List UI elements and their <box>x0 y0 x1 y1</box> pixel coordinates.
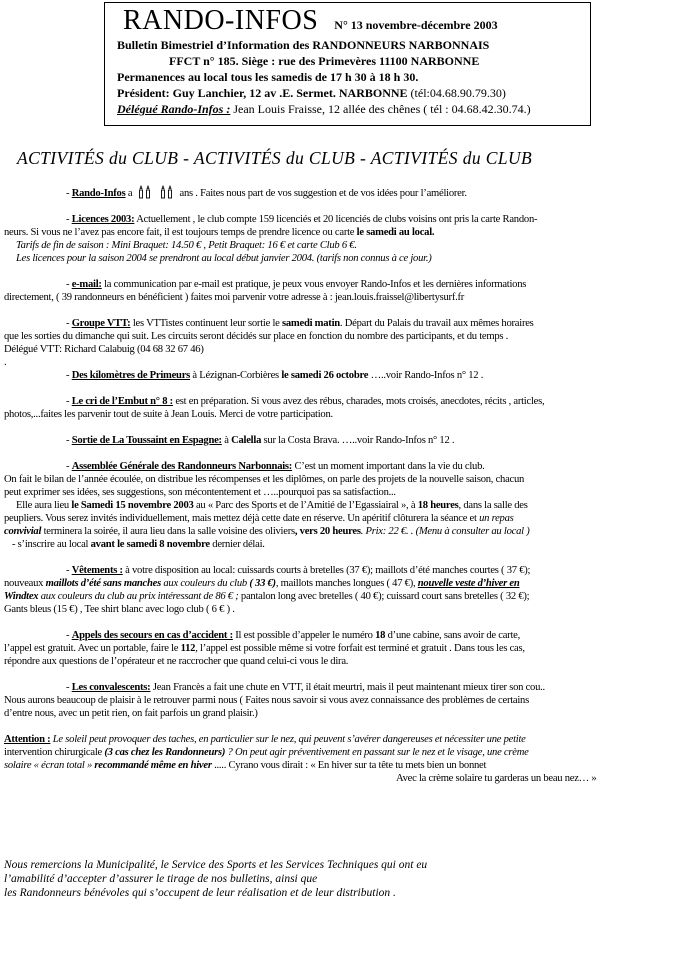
section-title: Assemblée Générale des Randonneurs Narbonnais: <box>71 461 293 472</box>
section-title: Attention : <box>4 734 51 745</box>
section-email: - e-mail: la communication par e-mail est pratique, je peux vous envoyer Rando-Infos et les dernières informations directement, ( 39 randonneurs en bénéficient ) faites moi parvenir votre adresse à : jean.louis.fraissel@libertysurf.fr <box>4 279 527 303</box>
section-title: Licences 2003: <box>71 214 135 225</box>
president-line: Président: Guy Lanchier, 12 av .E. Sermet. NARBONNE (tél:04.68.90.79.30) <box>117 86 506 100</box>
birthday-candles-icon <box>160 185 174 199</box>
section-embut: - Le cri de l’Embut n° 8 : est en préparation. Si vous avez des rébus, charades, mots croisés, anecdotes, récits , articles, photos,...faites les parvenir tout de suite à Jean Louis. Merci de votre participation. <box>4 396 545 420</box>
activities-banner: ACTIVITÉS du CLUB - ACTIVITÉS du CLUB - ACTIVITÉS du CLUB <box>17 148 533 168</box>
bulletin-subtitle: Bulletin Bimestriel d’Information des RANDONNEURS NARBONNAIS <box>117 38 490 52</box>
thanks-paragraph: Nous remercions la Municipalité, le Service des Sports et les Services Techniques qui ont eu l’amabilité d’accepter d’assurer le tirage de nos bulletins, ainsi que les Randonneurs bénévoles qui s’occupent de leur réalisation et de leur distribution . <box>4 859 428 899</box>
section-title: Sortie de La Toussaint en Espagne: <box>71 435 222 446</box>
section-title: Les convalescents: <box>71 682 151 693</box>
section-secours: - Appels des secours en cas d’accident : Il est possible d’appeler le numéro 18 d’une cabine, sans avoir de carte, l’appel est gratuit. Avec un portable, faire le 112, l’appel est possible même si votre forfait est terminé et gratuit . Dans tous les cas, répondre aux questions de l’opérateur et ne raccrocher que quand celui-ci vous le dira. <box>4 630 525 667</box>
bulletin-title: RANDO-INFOS <box>123 5 319 36</box>
section-convalescents: - Les convalescents: Jean Francès a fait une chute en VTT, il était meurtri, mais il peut maintenant mieux tirer son cou.. Nous aurons beaucoup de plaisir à le retrouver parmi nous ( Faites nous savoir si vous avez connaissance des problèmes de certains d’entre nous, avec un petit rien, on fait parfois un grand plaisir.) <box>4 682 545 719</box>
birthday-candles-icon <box>138 185 152 199</box>
delegate-line: Délégué Rando-Infos : Jean Louis Fraisse, 12 allée des chênes ( tél : 04.68.42.30.74.) <box>117 102 531 116</box>
issue-number: N° 13 novembre-décembre 2003 <box>334 18 498 32</box>
section-assemblee-generale: - Assemblée Générale des Randonneurs Narbonnais: C’est un moment important dans la vie du club. On fait le bilan de l’année écoulée, on distribue les récompenses et les diplômes, on parle des projets de la nouvelle saison, chacun peut exprimer ses idées, ses suggestions, son mécontentement et …..pourquoi pas sa satisfaction... Elle aura lieu le Samedi 15 novembre 2003 au « Parc des Sports et de l’Amitié de l’Egassiairal », à 18 heures, dans la salle des peupliers. Vous serez invités individuellement, mais mettez déjà cette date en réserve. Un apéritif clôturera la séance et un repas convivial terminera la soirée, il aura lieu dans la salle voisine des oliviers, vers 20 heures. Prix: 22 €. . (Menu à consulter au local ) - s’inscrire au local avant le samedi 8 novembre dernier délai. <box>4 461 530 550</box>
section-rando-infos: - Rando-Infos a ans . Faites nous part de vos suggestion et de vos idées pour l’améliorer. <box>4 185 674 200</box>
masthead <box>104 2 591 126</box>
section-licences: - Licences 2003: Actuellement , le club compte 159 licenciés et 20 licenciés de clubs voisins ont pris la carte Randon- neurs. Si vous ne l’avez pas encore fait, il est toujours temps de prendre licence ou carte le samedi au local. Tarifs de fin de saison : Mini Braquet: 14.50 € , Petit Braquet: 16 € et carte Club 6 €. Les licences pour la saison 2004 se prendront au local début janvier 2004. (tarifs non connus à ce jour.) <box>4 214 538 264</box>
section-title: Le cri de l’Embut n° 8 : <box>71 396 173 407</box>
club-address: FFCT n° 185. Siège : rue des Primevères 11100 NARBONNE <box>169 54 480 68</box>
section-title: Des kilomètres de Primeurs <box>71 370 191 381</box>
section-title: Rando-Infos <box>71 188 126 199</box>
section-vetements: - Vêtements : à votre disposition au local: cuissards courts à bretelles (37 €); maillots d’été manches courtes ( 37 €); nouveaux maillots d’été sans manches aux couleurs du club ( 33 €), maillots manches longues ( 47 €), nouvelle veste d’hiver en Windtex aux couleurs du club au prix intéressant de 86 € ; pantalon long avec bretelles ( 40 €); cuissard court sans bretelles ( 32 €); Gants bleus (15 €) , Tee shirt blanc avec logo club ( 6 € ) . <box>4 565 531 615</box>
section-title: e-mail: <box>71 279 102 290</box>
section-toussaint: - Sortie de La Toussaint en Espagne: à Calella sur la Costa Brava. …..voir Rando-Infos n° 12 . <box>66 435 455 446</box>
section-title: Vêtements : <box>71 565 123 576</box>
section-attention: Attention : Le soleil peut provoquer des taches, en particulier sur le nez, qui peuvent s’avérer dangereuses et nécessiter une petite intervention chirurgicale (3 cas chez les Randonneurs) ? On peut agir préventivement en passant sur le nez et le visage, une crème solaire « écran total » recommandé même en hiver ..... Cyrano vous dirait : « En hiver sur ta tête tu mets bien un bonnet Avec la crème solaire tu garderas un beau nez… » <box>4 734 597 784</box>
bulletin-content <box>4 185 674 785</box>
opening-hours: Permanences au local tous les samedis de 17 h 30 à 18 h 30. <box>117 70 419 84</box>
section-vtt: - Groupe VTT: les VTTistes continuent leur sortie le samedi matin. Départ du Palais du travail aux mêmes horaires que les sorties du dimanche qui suit. Les circuits seront décidés sur place en fonction du nombre des participants, et du temps . Délégué VTT: Richard Calabuig (04 68 32 67 46) . <box>4 318 534 368</box>
section-title: Groupe VTT: <box>71 318 131 329</box>
section-primeurs: - Des kilomètres de Primeurs à Lézignan-Corbières le samedi 26 octobre …..voir Rando-Infos n° 12 . <box>66 370 484 381</box>
section-title: Appels des secours en cas d’accident : <box>71 630 233 641</box>
